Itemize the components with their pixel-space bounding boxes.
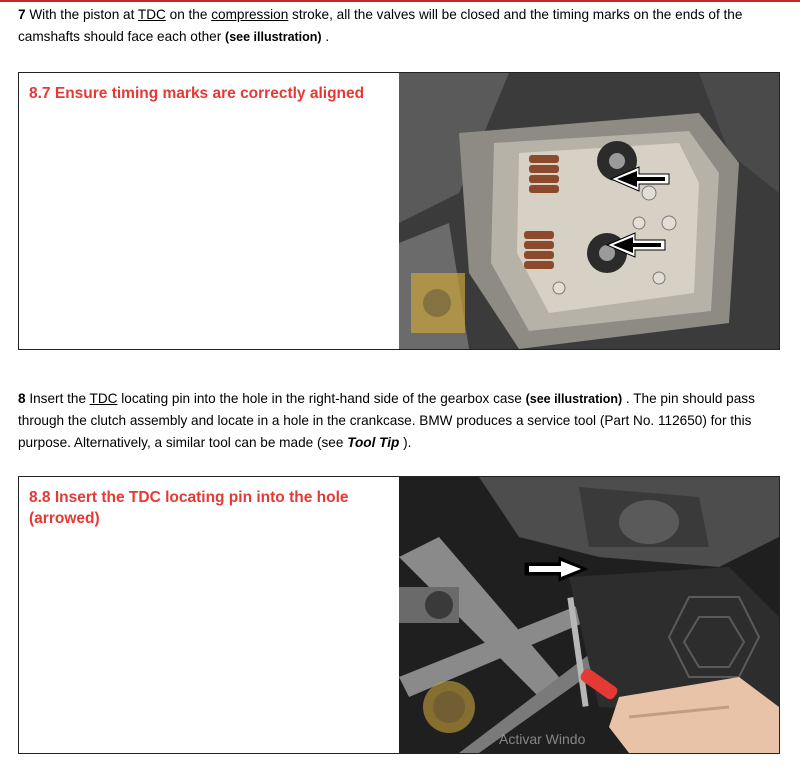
figure-8-8-photo [399, 477, 779, 753]
step-7-text-d: . [321, 29, 330, 44]
step-8-text-c: . The pin should pass through the clutch assembly and locate in a hole in the crankcase. BMW produces a service tool (Part No. 112650) for this purpose. Alternatively, a similar tool can be made (see [18, 391, 755, 450]
top-rule [0, 0, 800, 2]
figure-8-8-caption: 8.8 Insert the TDC locating pin into the hole (arrowed) [29, 489, 349, 527]
tdc-term-link-2[interactable]: TDC [89, 391, 118, 406]
step-8-paragraph [18, 388, 788, 454]
step-8-text-a: Insert the [29, 391, 90, 406]
step-7-text-a: With the piston at [29, 7, 138, 22]
see-illustration-link-2[interactable]: (see illustration) [525, 392, 623, 406]
tdc-term-link[interactable]: TDC [137, 7, 166, 22]
tool-tip-link[interactable]: Tool Tip [347, 435, 400, 450]
step-7-text-c: stroke, all the valves will be closed and the timing marks on the ends of the camshafts should face each other [18, 7, 743, 44]
compression-term-link[interactable]: compression [211, 7, 289, 22]
see-illustration-link[interactable]: (see illustration) [225, 30, 322, 44]
figure-8-7-caption: 8.7 Ensure timing marks are correctly aligned [29, 85, 365, 102]
figure-8-8-box [18, 476, 780, 754]
figure-8-7-box [18, 72, 780, 350]
step-8-number: 8 [18, 391, 26, 406]
step-8-text-d: ). [399, 435, 412, 450]
step-7-text-b: on the [165, 7, 212, 22]
step-8-text-b: locating pin into the hole in the right-hand side of the gearbox case [117, 391, 526, 406]
figure-8-7-photo [399, 73, 779, 349]
watermark-text: Activar Windo [499, 731, 586, 747]
step-7-number: 7 [18, 7, 26, 22]
step-7-paragraph [18, 4, 788, 48]
